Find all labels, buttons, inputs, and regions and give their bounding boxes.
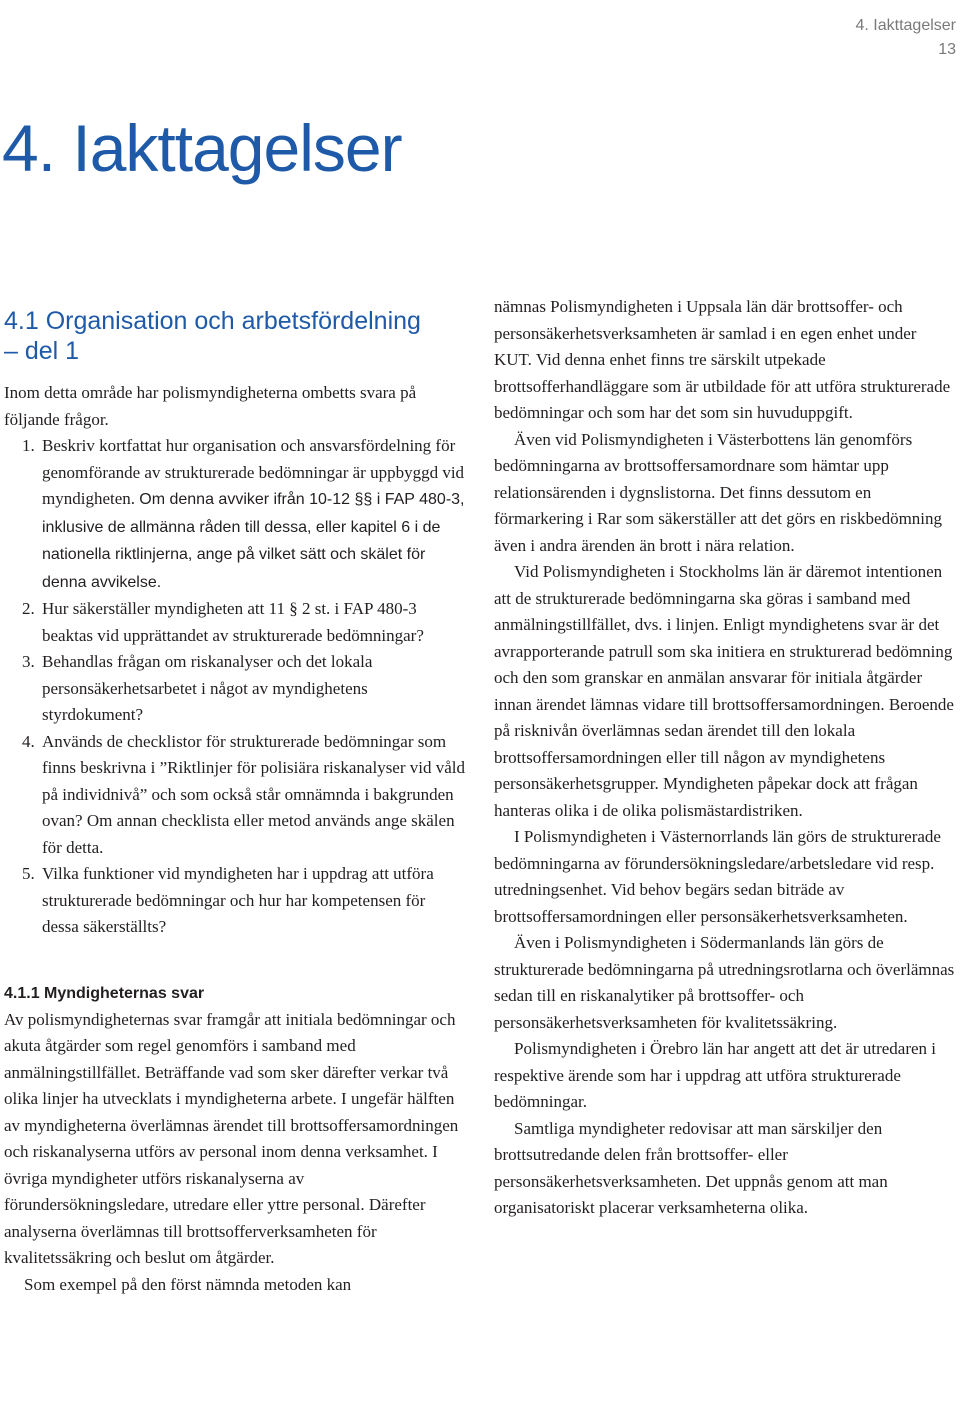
question-item <box>4 729 466 862</box>
question-item <box>4 596 466 649</box>
question-number: 4. <box>22 731 35 751</box>
question-item <box>4 433 466 596</box>
question-number: 2. <box>22 599 35 618</box>
body-paragraph: I Polismyndigheten i Västernorrlands län görs de strukturerade bedömningarna av förundersökningsledare/arbetsledare vid resp. utredningsenhet. Vid behov begärs sedan biträde av brottsoffersamordningen eller personsäkerhetsverksamheten. <box>494 827 941 926</box>
question-text: Behandlas frågan om riskanalyser och det lokala personsäkerhetsarbetet i något av myndighetens styrdokument? <box>42 652 373 724</box>
question-text: Hur säkerställer myndigheten att 11 § 2 st. i FAP 480-3 beaktas vid upprättandet av strukturerade bedömningar? <box>42 599 424 645</box>
question-text: Används de checklistor för strukturerade bedömningar som finns beskrivna i ”Riktlinjer för polisiära riskanalyser vid våld på individnivå” och som också står omnämnda i bakgrunden ovan? Om annan checklista eller metod används ange skälen för detta. <box>42 731 466 857</box>
question-number: 5. <box>22 864 35 883</box>
page-number: 13 <box>938 41 956 58</box>
left-column <box>4 306 466 1298</box>
question-list <box>4 433 466 941</box>
body-paragraph: Samtliga myndigheter redovisar att man särskiljer den brottsutredande delen från brottsoffer- eller personsäkerhetsverksamheten. Det uppnås genom att man organisatoriskt placerar verksamheterna olika. <box>494 1118 888 1217</box>
body-paragraph: Polismyndigheten i Örebro län har angett att det är utredaren i respektive ärende som har i uppdrag att utföra strukturerade bedömningar. <box>494 1039 937 1111</box>
question-item <box>4 649 466 729</box>
section-title-line1: 4.1 Organisation och arbetsfördelning <box>4 307 421 335</box>
subsection-title: 4.1.1 Myndigheternas svar <box>4 984 205 1002</box>
question-item <box>4 861 466 941</box>
body-paragraph: nämnas Polismyndigheten i Uppsala län där brottsoffer- och personsäkerhetsverksamheten är samlad i en egen enhet under KUT. Vid denna enhet finns tre särskilt utpekade brottsofferhandläggare som är utbildade för att utföra strukturerade bedömningar och som har det som sin huvuduppgift. <box>494 297 951 422</box>
question-text: Beskriv kortfattat hur organisation och ansvarsfördelning för genomförande av strukturerade bedömningar är uppbyggd vid myndigheten. <box>42 436 465 508</box>
section-title-line2: – del 1 <box>4 337 80 365</box>
question-text: Vilka funktioner vid myndigheten har i uppdrag att utföra strukturerade bedömningar och hur har kompetensen för dessa säkerställts? <box>42 864 434 936</box>
body-paragraph: Som exempel på den först nämnda metoden kan <box>24 1274 352 1294</box>
question-number: 1. <box>22 436 35 455</box>
question-number: 3. <box>22 652 35 671</box>
section-title <box>4 306 466 366</box>
body-paragraph: Vid Polismyndigheten i Stockholms län är däremot intentionen att de strukturerade bedömningarna ska göras i samband med anmälningstillfället, dvs. i linjen. Enligt myndighetens svar är det avrapporterande patrull som ska initiera en strukturerad bedömning och den som granskar en anmälan ansvarar för initiala åtgärder innan ärendet lämnas vidare till brottsoffersamordningen. Beroende på risknivån överlämnas sedan ärendet till den lokala brottsoffersamordningen eller till någon av myndighetens personsäkerhetsgrupper. Myndigheten påpekar dock att frågan hanteras olika i de olika polismästardistriken. <box>494 562 954 820</box>
body-paragraph: Även i Polismyndigheten i Södermanlands län görs de strukturerade bedömningarna på utredningsrotlarna och överlämnas sedan till en riskanalytiker på brottsoffer- och personsäkerhetsverksamheten för kvalitetssäkring. <box>494 933 955 1032</box>
right-column <box>494 294 958 1222</box>
question-text-supplement: Om denna avviker ifrån 10-12 §§ i FAP 480-3, inklusive de allmänna råden till dessa, eller kapitel 6 i de nationella riktlinjerna, ange på vilket sätt och skälet för denna avvikelse. <box>42 491 465 591</box>
chapter-title: 4. Iakttagelser <box>2 111 402 185</box>
running-header-chapter: 4. Iakttagelser <box>855 17 956 34</box>
body-paragraph: Av polismyndigheternas svar framgår att initiala bedömningar och akuta åtgärder som regel genomförs i samband med anmälningstillfället. Beträffande vad som sker därefter verkar två olika linjer ha utvecklats i myndigheterna arbete. I ungefär hälften av myndigheterna överlämnas ärendet till brottsoffersamordningen och riskanalyserna utförs av personal inom denna verksamhet. I övriga myndigheter utförs riskanalyserna av förundersökningsledare, utredare eller yttre personal. Därefter analyserna överlämnas till brottsofferverksamheten för kvalitetssäkring och beslut om åtgärder. <box>4 1009 459 1267</box>
running-header <box>856 14 957 62</box>
section-intro: Inom detta område har polismyndigheterna ombetts svara på följande frågor. <box>4 383 417 429</box>
body-paragraph: Även vid Polismyndigheten i Västerbottens län genomförs bedömningarna av brottsoffersamordnare som hämtar upp relationsärenden i dygnslistorna. Det finns dessutom en förmarkering i Rar som säkerställer att det görs en riskbedömning även i andra ärenden än brott i nära relation. <box>494 429 943 555</box>
